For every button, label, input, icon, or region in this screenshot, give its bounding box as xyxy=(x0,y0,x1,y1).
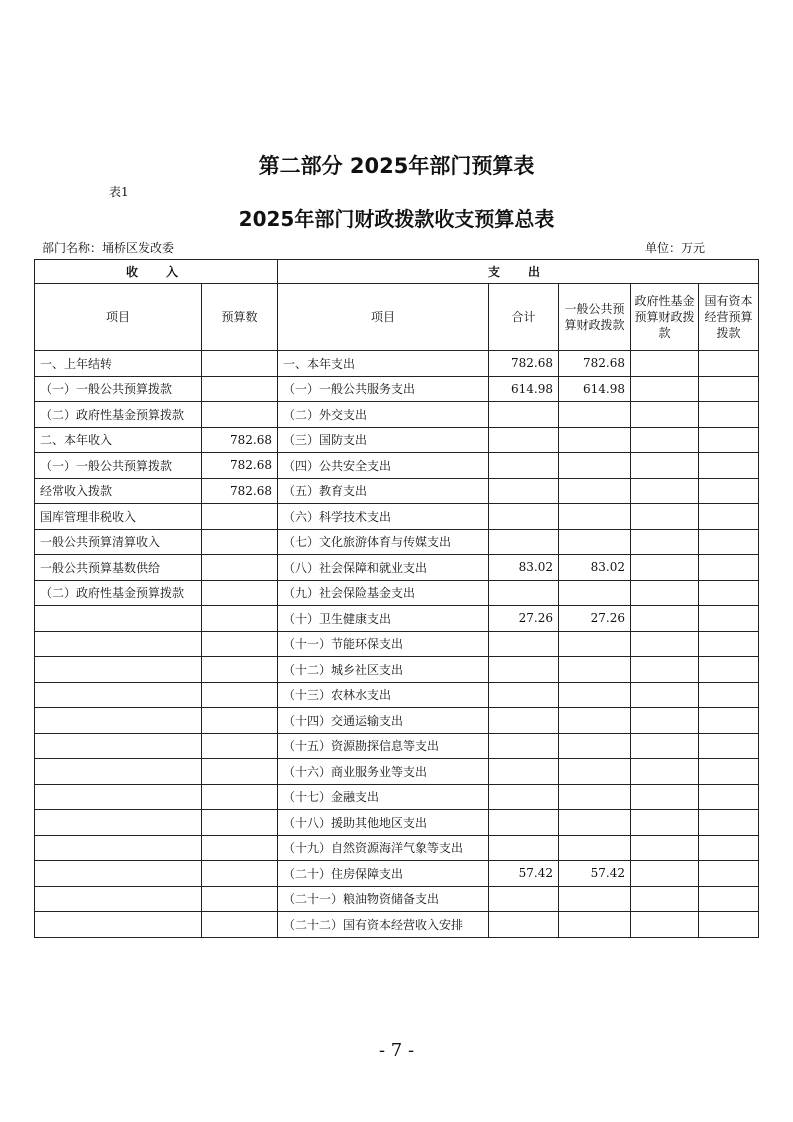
state-capital-cell xyxy=(699,580,759,606)
expense-item-cell: （二十一）粮油物资储备支出 xyxy=(278,886,489,912)
table-row xyxy=(35,529,759,555)
income-item-cell: 一、上年结转 xyxy=(35,351,202,377)
income-amount-cell xyxy=(202,402,278,428)
state-capital-cell xyxy=(699,606,759,632)
general-public-cell xyxy=(559,427,631,453)
income-amount-cell xyxy=(202,912,278,938)
expense-item-cell: （十一）节能环保支出 xyxy=(278,631,489,657)
expense-item-cell: （四）公共安全支出 xyxy=(278,453,489,479)
total-cell xyxy=(489,810,559,836)
income-amount-cell xyxy=(202,861,278,887)
total-cell xyxy=(489,733,559,759)
income-item-cell xyxy=(35,657,202,683)
income-item-cell xyxy=(35,733,202,759)
income-amount-cell xyxy=(202,682,278,708)
table-row xyxy=(35,835,759,861)
expense-item-cell: （三）国防支出 xyxy=(278,427,489,453)
state-capital-cell xyxy=(699,453,759,479)
state-capital-cell xyxy=(699,784,759,810)
general-public-cell: 83.02 xyxy=(559,555,631,581)
expense-item-cell: （十六）商业服务业等支出 xyxy=(278,759,489,785)
table-row xyxy=(35,402,759,428)
gov-fund-cell xyxy=(631,810,699,836)
total-cell xyxy=(489,657,559,683)
general-public-cell xyxy=(559,835,631,861)
gov-fund-cell xyxy=(631,376,699,402)
department-name: 部门名称：埇桥区发改委 xyxy=(42,241,175,255)
income-amount-cell xyxy=(202,529,278,555)
state-capital-cell xyxy=(699,504,759,530)
gov-fund-cell xyxy=(631,453,699,479)
total-cell xyxy=(489,784,559,810)
income-amount-cell xyxy=(202,580,278,606)
expense-item-cell: （十四）交通运输支出 xyxy=(278,708,489,734)
income-item-header: 项目 xyxy=(35,284,202,351)
table-row xyxy=(35,733,759,759)
gov-fund-cell xyxy=(631,504,699,530)
header-row-main xyxy=(35,260,759,284)
total-cell xyxy=(489,759,559,785)
income-amount-cell: 782.68 xyxy=(202,427,278,453)
income-amount-cell xyxy=(202,886,278,912)
total-header: 合计 xyxy=(489,284,559,351)
gov-fund-cell xyxy=(631,402,699,428)
state-capital-cell xyxy=(699,759,759,785)
total-cell xyxy=(489,402,559,428)
state-capital-cell xyxy=(699,708,759,734)
total-cell xyxy=(489,835,559,861)
income-header: 收 入 xyxy=(35,260,278,284)
income-amount-cell xyxy=(202,657,278,683)
gov-fund-cell xyxy=(631,835,699,861)
income-item-cell xyxy=(35,835,202,861)
table-row xyxy=(35,810,759,836)
income-item-cell: （二）政府性基金预算拨款 xyxy=(35,402,202,428)
general-public-cell xyxy=(559,733,631,759)
expense-item-cell: （十七）金融支出 xyxy=(278,784,489,810)
table-row xyxy=(35,657,759,683)
table-row xyxy=(35,453,759,479)
general-public-cell xyxy=(559,529,631,555)
income-item-cell: （二）政府性基金预算拨款 xyxy=(35,580,202,606)
table-row xyxy=(35,784,759,810)
state-capital-cell xyxy=(699,861,759,887)
total-cell xyxy=(489,453,559,479)
income-amount-cell xyxy=(202,810,278,836)
gov-fund-cell xyxy=(631,580,699,606)
expense-item-cell: （七）文化旅游体育与传媒支出 xyxy=(278,529,489,555)
general-public-cell xyxy=(559,886,631,912)
document-title: 2025年部门财政拨款收支预算总表 xyxy=(238,207,555,231)
income-item-cell: （一）一般公共预算拨款 xyxy=(35,376,202,402)
total-cell xyxy=(489,427,559,453)
state-capital-header: 国有资本经营预算拨款 xyxy=(699,284,759,351)
expense-item-cell: （九）社会保险基金支出 xyxy=(278,580,489,606)
table-row xyxy=(35,708,759,734)
state-capital-cell xyxy=(699,529,759,555)
expense-item-cell: （十九）自然资源海洋气象等支出 xyxy=(278,835,489,861)
income-item-cell xyxy=(35,708,202,734)
gov-fund-cell xyxy=(631,631,699,657)
table-row xyxy=(35,478,759,504)
income-item-cell xyxy=(35,606,202,632)
gov-fund-cell xyxy=(631,478,699,504)
table-row xyxy=(35,606,759,632)
total-cell xyxy=(489,912,559,938)
general-public-cell xyxy=(559,453,631,479)
expense-item-cell: （二十）住房保障支出 xyxy=(278,861,489,887)
income-item-cell xyxy=(35,912,202,938)
state-capital-cell xyxy=(699,912,759,938)
gov-fund-cell xyxy=(631,886,699,912)
income-item-cell xyxy=(35,784,202,810)
table-row xyxy=(35,376,759,402)
income-amount-cell xyxy=(202,555,278,581)
income-amount-cell xyxy=(202,351,278,377)
expense-item-cell: （十）卫生健康支出 xyxy=(278,606,489,632)
page-number: - 7 - xyxy=(378,1040,415,1061)
gov-fund-cell xyxy=(631,682,699,708)
income-amount-cell xyxy=(202,835,278,861)
general-public-cell xyxy=(559,810,631,836)
income-item-cell xyxy=(35,810,202,836)
gov-fund-cell xyxy=(631,427,699,453)
general-public-cell xyxy=(559,504,631,530)
gov-fund-cell xyxy=(631,657,699,683)
expense-item-cell: （十三）农林水支出 xyxy=(278,682,489,708)
state-capital-cell xyxy=(699,631,759,657)
total-cell xyxy=(489,478,559,504)
gov-fund-cell xyxy=(631,351,699,377)
gov-fund-cell xyxy=(631,708,699,734)
income-amount-cell xyxy=(202,759,278,785)
income-item-cell: 一般公共预算基数供给 xyxy=(35,555,202,581)
table-row xyxy=(35,351,759,377)
part-title: 第二部分 2025年部门预算表 xyxy=(258,154,535,178)
general-public-cell xyxy=(559,708,631,734)
total-cell xyxy=(489,631,559,657)
income-amount-cell xyxy=(202,606,278,632)
expense-item-header: 项目 xyxy=(278,284,489,351)
income-amount-cell: 782.68 xyxy=(202,453,278,479)
expense-item-cell: （十二）城乡社区支出 xyxy=(278,657,489,683)
table-row xyxy=(35,759,759,785)
state-capital-cell xyxy=(699,810,759,836)
total-cell: 614.98 xyxy=(489,376,559,402)
table-label: 表1 xyxy=(109,185,129,199)
expense-item-cell: （八）社会保障和就业支出 xyxy=(278,555,489,581)
general-public-cell xyxy=(559,631,631,657)
income-amount-cell xyxy=(202,631,278,657)
gov-fund-cell xyxy=(631,529,699,555)
state-capital-cell xyxy=(699,682,759,708)
gov-fund-cell xyxy=(631,861,699,887)
total-cell xyxy=(489,504,559,530)
expense-item-cell: （十五）资源勘探信息等支出 xyxy=(278,733,489,759)
general-public-cell: 782.68 xyxy=(559,351,631,377)
table-row xyxy=(35,504,759,530)
gov-fund-cell xyxy=(631,733,699,759)
state-capital-cell xyxy=(699,351,759,377)
table-row xyxy=(35,886,759,912)
income-amount-cell xyxy=(202,733,278,759)
general-public-cell xyxy=(559,784,631,810)
expense-item-cell: （六）科学技术支出 xyxy=(278,504,489,530)
table-row xyxy=(35,682,759,708)
gov-fund-cell xyxy=(631,912,699,938)
total-cell: 83.02 xyxy=(489,555,559,581)
general-public-cell xyxy=(559,912,631,938)
income-budget-header: 预算数 xyxy=(202,284,278,351)
income-item-cell: 国库管理非税收入 xyxy=(35,504,202,530)
expense-item-cell: （五）教育支出 xyxy=(278,478,489,504)
income-item-cell xyxy=(35,682,202,708)
state-capital-cell xyxy=(699,657,759,683)
gov-fund-header: 政府性基金预算财政拨款 xyxy=(631,284,699,351)
total-cell xyxy=(489,580,559,606)
header-row-sub xyxy=(35,284,759,351)
unit-label: 单位：万元 xyxy=(645,241,706,255)
total-cell: 57.42 xyxy=(489,861,559,887)
state-capital-cell xyxy=(699,478,759,504)
income-amount-cell xyxy=(202,376,278,402)
income-item-cell xyxy=(35,886,202,912)
state-capital-cell xyxy=(699,733,759,759)
total-cell xyxy=(489,886,559,912)
expense-header: 支 出 xyxy=(278,260,759,284)
income-item-cell xyxy=(35,759,202,785)
table-row xyxy=(35,861,759,887)
general-public-cell xyxy=(559,759,631,785)
general-public-cell xyxy=(559,580,631,606)
state-capital-cell xyxy=(699,402,759,428)
table-row xyxy=(35,912,759,938)
total-cell: 27.26 xyxy=(489,606,559,632)
expense-item-cell: （二）外交支出 xyxy=(278,402,489,428)
general-public-cell xyxy=(559,478,631,504)
income-item-cell: （一）一般公共预算拨款 xyxy=(35,453,202,479)
expense-item-cell: （二十二）国有资本经营收入安排 xyxy=(278,912,489,938)
income-item-cell: 二、本年收入 xyxy=(35,427,202,453)
total-cell xyxy=(489,529,559,555)
table-row xyxy=(35,427,759,453)
general-public-cell: 57.42 xyxy=(559,861,631,887)
state-capital-cell xyxy=(699,555,759,581)
income-item-cell xyxy=(35,861,202,887)
table-row xyxy=(35,580,759,606)
table-row xyxy=(35,555,759,581)
total-cell xyxy=(489,682,559,708)
expense-item-cell: 一、本年支出 xyxy=(278,351,489,377)
income-amount-cell xyxy=(202,784,278,810)
state-capital-cell xyxy=(699,886,759,912)
state-capital-cell xyxy=(699,835,759,861)
general-public-cell: 614.98 xyxy=(559,376,631,402)
expense-item-cell: （一）一般公共服务支出 xyxy=(278,376,489,402)
gov-fund-cell xyxy=(631,759,699,785)
state-capital-cell xyxy=(699,427,759,453)
budget-table xyxy=(34,259,759,938)
general-public-cell xyxy=(559,682,631,708)
income-amount-cell: 782.68 xyxy=(202,478,278,504)
income-amount-cell xyxy=(202,708,278,734)
gov-fund-cell xyxy=(631,555,699,581)
general-public-cell: 27.26 xyxy=(559,606,631,632)
general-public-cell xyxy=(559,402,631,428)
general-public-cell xyxy=(559,657,631,683)
total-cell: 782.68 xyxy=(489,351,559,377)
state-capital-cell xyxy=(699,376,759,402)
general-public-header: 一般公共预算财政拨款 xyxy=(559,284,631,351)
expense-item-cell: （十八）援助其他地区支出 xyxy=(278,810,489,836)
income-item-cell xyxy=(35,631,202,657)
gov-fund-cell xyxy=(631,784,699,810)
gov-fund-cell xyxy=(631,606,699,632)
table-row xyxy=(35,631,759,657)
income-amount-cell xyxy=(202,504,278,530)
total-cell xyxy=(489,708,559,734)
income-item-cell: 一般公共预算清算收入 xyxy=(35,529,202,555)
income-item-cell: 经常收入拨款 xyxy=(35,478,202,504)
